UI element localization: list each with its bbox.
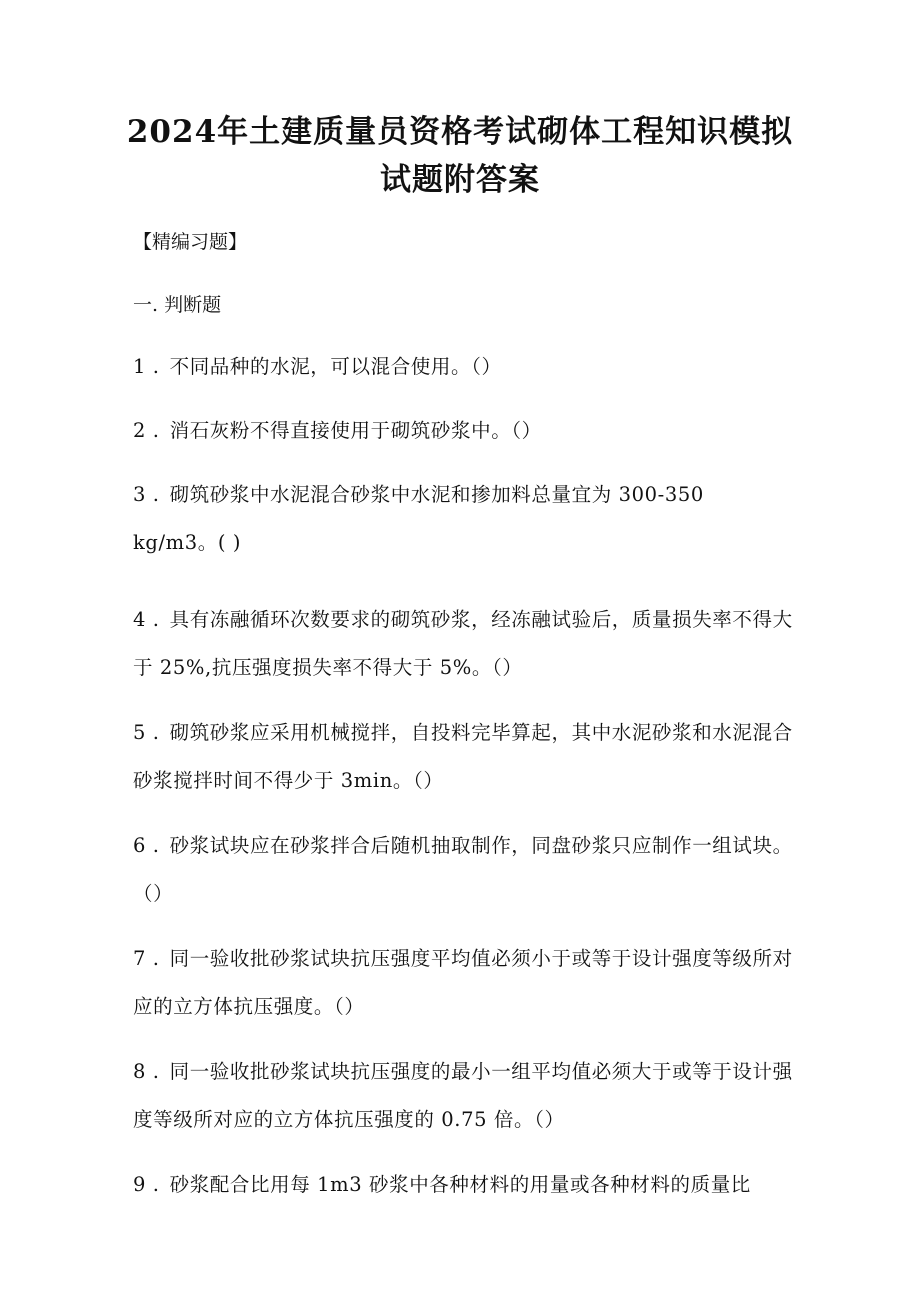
question-number: 4 .: [133, 608, 160, 631]
question-item: [133, 1161, 795, 1209]
section-heading: 一. 判断题: [133, 294, 222, 316]
question-item: [133, 822, 795, 918]
question-number: 3 .: [133, 483, 160, 506]
question-item: [133, 709, 795, 805]
question-item: [133, 1048, 795, 1144]
question-item: [133, 935, 795, 1031]
question-text: 同一验收批砂浆试块抗压强度的最小一组平均值必须大于或等于设计强度等级所对应的立方体抗压强度的 0.75 倍。（）: [133, 1060, 793, 1131]
section-tag: 【精编习题】: [133, 231, 248, 253]
question-number: 2 .: [133, 419, 160, 442]
question-text: 砂浆配合比用每 1m3 砂浆中各种材料的用量或各种材料的质量比: [169, 1173, 751, 1196]
question-text: 同一验收批砂浆试块抗压强度平均值必须小于或等于设计强度等级所对应的立方体抗压强度。（）: [133, 947, 793, 1018]
question-text: 砌筑砂浆中水泥混合砂浆中水泥和掺加料总量宜为 300-350 kg/m3。( ): [133, 483, 704, 554]
question-number: 7 .: [133, 947, 160, 970]
question-text: 不同品种的水泥，可以混合使用。（）: [169, 355, 502, 378]
question-item: [133, 407, 795, 455]
title-line-2: 试题附答案: [380, 162, 540, 198]
title-line-1: 2024年土建质量员资格考试砌体工程知识模拟: [126, 114, 794, 150]
document-title: [110, 108, 810, 204]
question-number: 1 .: [133, 355, 160, 378]
question-item: [133, 343, 795, 391]
question-text: 砂浆试块应在砂浆拌合后随机抽取制作，同盘砂浆只应制作一组试块。（）: [133, 834, 793, 905]
question-text: 消石灰粉不得直接使用于砌筑砂浆中。（）: [169, 419, 542, 442]
question-item: [133, 471, 795, 567]
question-number: 5 .: [133, 721, 160, 744]
question-number: 6 .: [133, 834, 160, 857]
question-item: [133, 596, 795, 692]
question-text: 具有冻融循环次数要求的砌筑砂浆，经冻融试验后，质量损失率不得大于 25%,抗压强度损失率不得大于 5%。（）: [133, 608, 793, 679]
question-text: 砌筑砂浆应采用机械搅拌，自投料完毕算起，其中水泥砂浆和水泥混合砂浆搅拌时间不得少于 3min。（）: [133, 721, 793, 792]
question-number: 9 .: [133, 1173, 160, 1196]
question-number: 8 .: [133, 1060, 160, 1083]
